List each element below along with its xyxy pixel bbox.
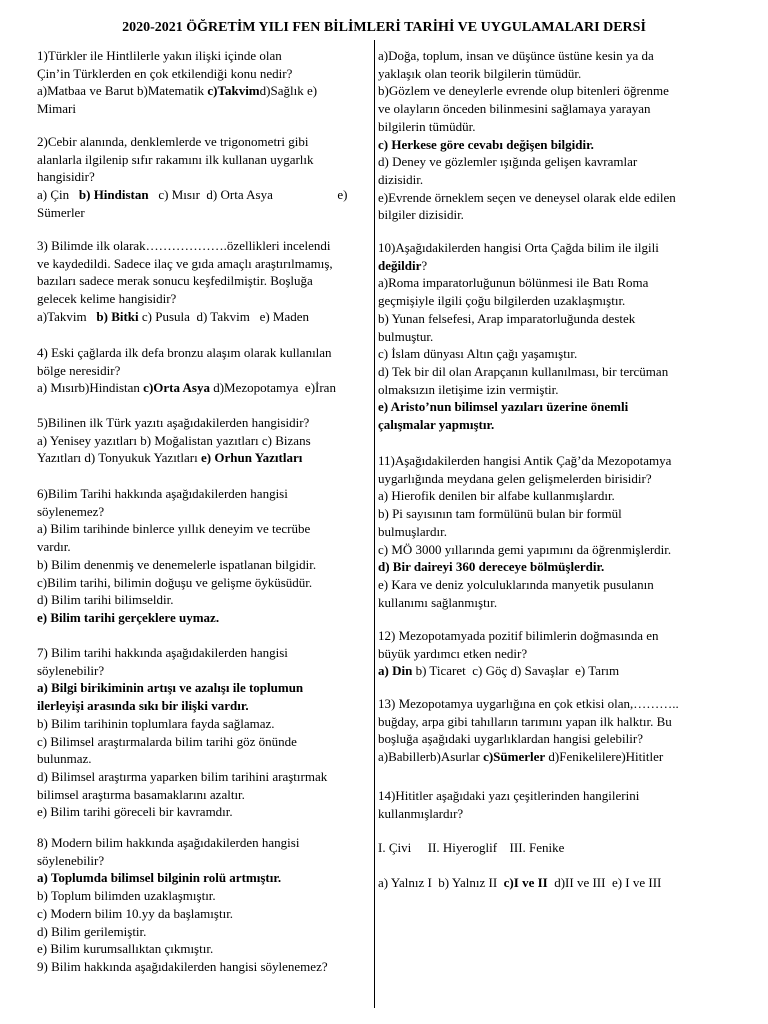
question-4 <box>37 344 367 397</box>
option-line: b) Pi sayısının tam formülünü bulan bir formül <box>378 506 622 522</box>
question-stem: büyük yardımcı etken nedir? <box>378 645 528 661</box>
question-stem: 6)Bilim Tarihi hakkında aşağıdakilerden hangisi <box>37 486 288 501</box>
question-stem: 4) Eski çağlarda ilk defa bronzu alaşım olarak kullanılan <box>37 345 332 360</box>
option-a: a) Yalnız I <box>378 875 432 891</box>
question-7 <box>37 644 367 821</box>
question-6 <box>37 485 367 627</box>
option-line: c) Modern bilim 10.yy da başlamıştır. <box>37 905 234 921</box>
option-line: yaklaşık olan teorik bilgilerin tümüdür. <box>378 65 582 81</box>
correct-answer: c) Herkese göre cevabı değişen bilgidir. <box>378 136 594 152</box>
option-line: a) Bilim tarihinde binlerce yıllık deneyim ve tecrübe <box>37 521 311 537</box>
option-e: e)Hititler <box>615 749 664 765</box>
option-b-correct: b) Hindistan <box>78 187 149 203</box>
option-line: dizisidir. <box>378 171 424 187</box>
question-stem: Çin’in Türklerden en çok etkilendiği konu nedir? <box>37 65 293 81</box>
question-stem: kullanmışlardır? <box>378 805 464 821</box>
option-line: bilimsel araştırma basamaklarını azaltır. <box>37 786 245 802</box>
option-c: c) Pusula <box>141 308 190 324</box>
option-line: c) MÖ 3000 yıllarında gemi yapımını da öğrenmişlerdir. <box>378 541 672 557</box>
option-e: e)İran <box>304 380 336 396</box>
question-stem: 10)Aşağıdakilerden hangisi Orta Çağda bilim ile ilgili <box>378 240 659 255</box>
option-e: e) <box>337 187 348 203</box>
option-e: e) Maden <box>259 308 310 324</box>
answer-options <box>378 874 710 892</box>
question-stem: 1)Türkler ile Hintlilerle yakın ilişki içinde olan <box>37 48 282 63</box>
option-line: c) İslam dünyası Altın çağı yaşamıştır. <box>378 346 578 362</box>
option-d: d)II ve III <box>554 875 606 891</box>
option-line: b) Toplum bilimden uzaklaşmıştır. <box>37 888 216 904</box>
question-mark: ? <box>421 257 428 273</box>
option-line: d) Deney ve gözlemler ışığında gelişen kavramlar <box>378 154 638 170</box>
option-line: bulunmaz. <box>37 751 92 767</box>
option-line: c) Bilimsel araştırmalarda bilim tarihi göz önünde <box>37 733 297 749</box>
option-line: bulmuşlardır. <box>378 523 447 539</box>
option-c-correct: c)Takvim <box>207 83 260 99</box>
question-12 <box>378 627 710 680</box>
option-line: e) Bilim tarihi göreceli bir kavramdır. <box>37 804 233 820</box>
option-b: b) Yalnız II <box>438 875 498 891</box>
option-b: b)Asurlar <box>429 749 480 765</box>
question-stem: söylenemez? <box>37 503 105 519</box>
question-stem: ve kaydedildi. Sadece ilaç ve gıda amaçlı araştırılmamış, <box>37 255 333 271</box>
option-e-continued: Sümerler <box>37 204 85 220</box>
question-stem: 13) Mezopotamya uygarlığına en çok etkisi olan,……….. <box>378 696 679 711</box>
option-a: a)Takvim <box>37 308 87 324</box>
option-line: ve olayların önceden bilinmesini sağlamaya yarayan <box>378 101 651 117</box>
question-stem: boşluğa aşağıdaki uygarlıklardan hangisi gelebilir? <box>378 731 643 747</box>
question-stem: 12) Mezopotamyada pozitif bilimlerin doğmasında en <box>378 628 659 643</box>
question-stem: 5)Bilinen ilk Türk yazıtı aşağıdakilerden hangisidir? <box>37 415 310 430</box>
option-line: e)Evrende örneklem seçen ve deneysel olarak elde edilen <box>378 189 676 205</box>
roman-numeral-items <box>378 839 710 857</box>
correct-answer: ilerleyişi arasında sıkı bir ilişki vardır. <box>37 698 249 714</box>
correct-answer: çalışmalar yapmıştır. <box>378 417 495 433</box>
question-stem: 7) Bilim tarihi hakkında aşağıdakilerden hangisi <box>37 645 288 660</box>
emphasis-negative: değildir <box>378 257 422 273</box>
option-d: d)Fenikeliler <box>548 749 616 765</box>
option-line: b)Gözlem ve deneylerle evrende olup bitenleri öğrenme <box>378 83 669 99</box>
question-stem: 3) Bilimde ilk olarak……………….özellikleri incelendi <box>37 238 331 253</box>
question-14 <box>378 787 710 892</box>
correct-answer: e) Aristo’nun bilimsel yazıları üzerine önemli <box>378 399 629 415</box>
question-stem: uygarlığında meydana gelen gelişmelerden birisidir? <box>378 470 652 486</box>
question-stem: 14)Hititler aşağıdaki yazı çeşitlerinden hangilerini <box>378 788 640 803</box>
option-line: a)Roma imparatorluğunun bölünmesi ile Batı Roma <box>378 275 649 291</box>
option-c: c) Mısır <box>158 187 200 203</box>
answer-options <box>37 186 367 204</box>
option-line: c)Bilim tarihi, bilimin doğuşu ve gelişme öyküsüdür. <box>37 574 313 590</box>
option-line: bilgilerin tümüdür. <box>378 118 476 134</box>
question-stem: söylenebilir? <box>37 852 105 868</box>
option-line: d) Bilimsel araştırma yaparken bilim tarihini araştırmak <box>37 768 328 784</box>
question-stem: bölge neresidir? <box>37 362 121 378</box>
question-8 <box>37 834 367 976</box>
question-stem <box>378 257 710 275</box>
option-line: bilgiler dizisidir. <box>378 207 464 223</box>
option-line: e) Bilim kurumsallıktan çıkmıştır. <box>37 941 214 957</box>
question-9-stem: 9) Bilim hakkında aşağıdakilerden hangisi söylenemez? <box>37 958 328 974</box>
question-stem: söylenebilir? <box>37 662 105 678</box>
option-e-correct: e) Orhun Yazıtları <box>201 450 303 466</box>
option-e: e) Tarım <box>575 663 620 679</box>
option-line: vardır. <box>37 539 71 555</box>
option-line: a) Hierofik denilen bir alfabe kullanmışlardır. <box>378 488 615 504</box>
question-stem: 8) Modern bilim hakkında aşağıdakilerden hangisi <box>37 835 300 850</box>
option-a: a) Mısır <box>37 380 79 396</box>
answer-options <box>378 662 710 680</box>
option-b: b) Ticaret <box>415 663 466 679</box>
correct-answer: e) Bilim tarihi gerçeklere uymaz. <box>37 609 220 625</box>
question-1 <box>37 47 367 118</box>
item-i: I. Çivi <box>378 840 412 856</box>
answer-options <box>37 449 367 467</box>
correct-answer: d) Bir daireyi 360 dereceye bölmüşlerdir. <box>378 559 605 575</box>
option-a-correct: a) Din <box>378 663 413 679</box>
option-line: e) Kara ve deniz yolculuklarında manyetik pusulanın <box>378 576 654 592</box>
option-line: d) Bilim gerilemiştir. <box>37 923 147 939</box>
correct-answer: a) Toplumda bilimsel bilginin rolü artmıştır. <box>37 870 282 886</box>
answer-options <box>378 748 710 766</box>
option-c-correct: c)Orta Asya <box>143 380 210 396</box>
item-ii: II. Hiyeroglif <box>427 840 498 856</box>
option-line: b) Bilim denenmiş ve denemelerle ispatlanan bilgidir. <box>37 556 317 572</box>
item-iii: III. Fenike <box>509 840 565 856</box>
answer-options: a) Yenisey yazıtları b) Moğalistan yazıtları c) Bizans <box>37 432 311 448</box>
option-d: d)Sağlık <box>259 83 304 99</box>
option-b-correct: b) Bitki <box>96 308 139 324</box>
options-text: Yazıtları d) Tonyukuk Yazıtları <box>37 450 198 466</box>
option-e-continued: Mimari <box>37 101 76 117</box>
option-d: d) Orta Asya <box>206 187 273 203</box>
option-c: c) Göç <box>472 663 508 679</box>
option-line: bulmuştur. <box>378 328 434 344</box>
question-11 <box>378 452 710 611</box>
option-d: d) Takvim <box>196 308 250 324</box>
question-stem: 11)Aşağıdakilerden hangisi Antik Çağ’da Mezopotamya <box>378 453 672 468</box>
question-3 <box>37 237 367 326</box>
question-13 <box>378 695 710 766</box>
question-stem: alanlarla ilgilenip sıfır rakamını ilk kullanan uygarlık <box>37 151 314 167</box>
option-a: a)Matbaa ve Barut <box>37 83 134 99</box>
question-stem: gelecek kelime hangisidir? <box>37 291 177 307</box>
answer-options <box>37 379 367 397</box>
option-line: d) Tek bir dil olan Arapçanın kullanılması, bir tercüman <box>378 363 669 379</box>
correct-answer: a) Bilgi birikiminin artışı ve azalışı ile toplumun <box>37 680 304 696</box>
option-line: kullanımı sağlanmıştır. <box>378 594 498 610</box>
question-stem: hangisidir? <box>37 169 95 185</box>
question-stem: bazıları sadece merak sonucu keşfedilmiştir. Boşluğa <box>37 273 313 289</box>
option-d: d) Savaşlar <box>510 663 569 679</box>
option-e: e) I ve III <box>611 875 662 891</box>
option-line: b) Bilim tarihinin toplumlara fayda sağlamaz. <box>37 715 275 731</box>
option-line: olmaksızın iletişime izin vermiştir. <box>378 381 559 397</box>
question-stem: buğday, arpa gibi tahılların tarımını yapan ilk halktır. Bu <box>378 713 672 729</box>
option-a: a)Babiller <box>378 749 430 765</box>
option-a: a) Çin <box>37 187 70 203</box>
option-e: e) <box>306 83 318 99</box>
option-line: a)Doğa, toplum, insan ve düşünce üstüne kesin ya da <box>378 48 654 63</box>
page-title: 2020-2021 ÖĞRETİM YILI FEN BİLİMLERİ TARİHİ VE UYGULAMALARI DERSİ <box>122 20 646 35</box>
question-5 <box>37 414 367 467</box>
question-stem: 2)Cebir alanında, denklemlerde ve trigonometri gibi <box>37 134 309 149</box>
option-c-correct: c)Sümerler <box>483 749 546 765</box>
option-d: d)Mezopotamya <box>213 380 299 396</box>
option-line: geçmişiyle ilgili çoğu bilgilerden uzaklaşmıştır. <box>378 293 626 309</box>
answer-options <box>37 308 367 326</box>
option-line: d) Bilim tarihi bilimseldir. <box>37 592 174 608</box>
option-b: b)Hindistan <box>78 380 140 396</box>
option-b: b)Matematik <box>136 83 205 99</box>
question-10 <box>378 239 710 434</box>
option-c-correct: c)I ve II <box>503 875 548 891</box>
option-line: b) Yunan felsefesi, Arap imparatorluğunda destek <box>378 310 636 326</box>
answer-options <box>37 82 367 100</box>
column-divider <box>374 40 375 1008</box>
question-9-continued <box>378 47 710 224</box>
question-2 <box>37 133 367 222</box>
